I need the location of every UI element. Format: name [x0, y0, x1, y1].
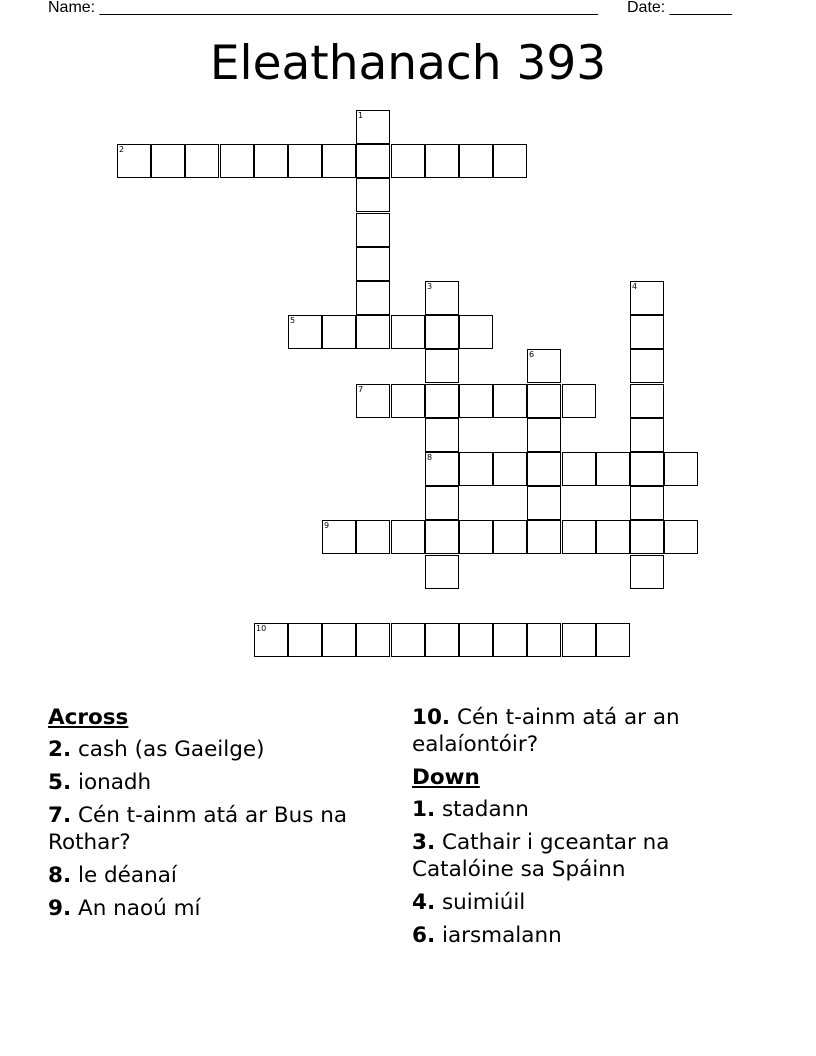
clue-text: An naoú mí	[77, 896, 201, 921]
clue-text: Cathair i gceantar na Catalóine sa Spáinn	[412, 830, 670, 882]
clue-text: iarsmalann	[441, 923, 562, 948]
clue-number: 8.	[48, 863, 72, 888]
clues-column-left	[48, 704, 378, 928]
grid-cell[interactable]	[527, 384, 561, 418]
grid-cell[interactable]	[562, 452, 596, 486]
grid-cell[interactable]	[596, 623, 630, 657]
grid-cell[interactable]	[425, 623, 459, 657]
clue-number: 2.	[48, 737, 72, 762]
grid-cell[interactable]	[630, 384, 664, 418]
grid-cell[interactable]	[596, 452, 630, 486]
date-field-label: Date: _______	[627, 0, 732, 16]
grid-cell[interactable]	[459, 452, 493, 486]
grid-cell[interactable]	[322, 623, 356, 657]
grid-cell[interactable]	[425, 384, 459, 418]
clue-across-8	[48, 862, 378, 889]
grid-cell[interactable]	[356, 178, 390, 212]
clue-text: Cén t-ainm atá ar an ealaíontóir?	[412, 705, 680, 757]
cell-number: 8	[427, 453, 433, 462]
clue-text: le déanaí	[77, 863, 177, 888]
grid-cell[interactable]	[425, 555, 459, 589]
grid-cell[interactable]	[493, 623, 527, 657]
clues-column-right	[412, 704, 772, 955]
grid-cell[interactable]	[527, 349, 561, 383]
grid-cell[interactable]	[356, 144, 390, 178]
clue-across-10	[412, 704, 772, 758]
cell-number: 2	[119, 145, 125, 154]
grid-cell[interactable]	[322, 520, 356, 554]
grid-cell[interactable]	[391, 144, 425, 178]
grid-cell[interactable]	[288, 315, 322, 349]
grid-cell[interactable]	[356, 520, 390, 554]
grid-cell[interactable]	[425, 418, 459, 452]
down-heading: Down	[412, 765, 480, 790]
grid-cell[interactable]	[185, 144, 219, 178]
name-field-label: Name: ________________________________________________________	[48, 0, 598, 16]
grid-cell[interactable]	[459, 144, 493, 178]
grid-cell[interactable]	[391, 623, 425, 657]
clue-number: 7.	[48, 803, 72, 828]
clue-down-6	[412, 922, 772, 949]
grid-cell[interactable]	[630, 281, 664, 315]
cell-number: 5	[290, 316, 296, 325]
grid-cell[interactable]	[527, 486, 561, 520]
grid-cell[interactable]	[630, 418, 664, 452]
grid-cell[interactable]	[425, 349, 459, 383]
clue-across-9	[48, 895, 378, 922]
grid-cell[interactable]	[288, 144, 322, 178]
grid-cell[interactable]	[493, 384, 527, 418]
grid-cell[interactable]	[630, 555, 664, 589]
grid-cell[interactable]	[493, 452, 527, 486]
grid-cell[interactable]	[527, 418, 561, 452]
clue-number: 5.	[48, 770, 72, 795]
grid-cell[interactable]	[425, 281, 459, 315]
grid-cell[interactable]	[356, 281, 390, 315]
grid-cell[interactable]	[391, 315, 425, 349]
grid-cell[interactable]	[459, 384, 493, 418]
cell-number: 9	[324, 521, 330, 530]
grid-cell[interactable]	[254, 623, 288, 657]
grid-cell[interactable]	[630, 349, 664, 383]
grid-cell[interactable]	[391, 384, 425, 418]
clue-text: Cén t-ainm atá ar Bus na Rothar?	[48, 803, 348, 855]
cell-number: 7	[358, 385, 364, 394]
grid-cell[interactable]	[117, 144, 151, 178]
grid-cell[interactable]	[459, 315, 493, 349]
grid-cell[interactable]	[356, 110, 390, 144]
clue-number: 4.	[412, 890, 436, 915]
clue-text: suimiúil	[441, 890, 526, 915]
grid-cell[interactable]	[425, 452, 459, 486]
clue-number: 6.	[412, 923, 436, 948]
cell-number: 10	[256, 624, 267, 633]
grid-cell[interactable]	[630, 315, 664, 349]
grid-cell[interactable]	[630, 520, 664, 554]
clue-across-5	[48, 769, 378, 796]
grid-cell[interactable]	[664, 520, 698, 554]
grid-cell[interactable]	[527, 520, 561, 554]
grid-cell[interactable]	[391, 520, 425, 554]
grid-cell[interactable]	[527, 452, 561, 486]
clue-down-3	[412, 829, 772, 883]
grid-cell[interactable]	[322, 315, 356, 349]
grid-cell[interactable]	[493, 520, 527, 554]
grid-cell[interactable]	[459, 623, 493, 657]
grid-cell[interactable]	[630, 486, 664, 520]
grid-cell[interactable]	[356, 623, 390, 657]
grid-cell[interactable]	[425, 486, 459, 520]
grid-cell[interactable]	[220, 144, 254, 178]
cell-number: 6	[529, 350, 535, 359]
grid-cell[interactable]	[322, 144, 356, 178]
grid-cell[interactable]	[562, 623, 596, 657]
grid-cell[interactable]	[356, 315, 390, 349]
grid-cell[interactable]	[596, 520, 630, 554]
clue-text: cash (as Gaeilge)	[77, 737, 265, 762]
grid-cell[interactable]	[356, 384, 390, 418]
clue-number: 3.	[412, 830, 436, 855]
clue-down-4	[412, 889, 772, 916]
grid-cell[interactable]	[493, 144, 527, 178]
grid-cell[interactable]	[562, 520, 596, 554]
clue-number: 10.	[412, 705, 451, 730]
grid-cell[interactable]	[527, 623, 561, 657]
grid-cell[interactable]	[254, 144, 288, 178]
clue-number: 1.	[412, 797, 436, 822]
cell-number: 1	[358, 111, 364, 120]
grid-cell[interactable]	[425, 144, 459, 178]
clue-text: ionadh	[77, 770, 152, 795]
grid-cell[interactable]	[356, 213, 390, 247]
clue-across-7	[48, 802, 378, 856]
cell-number: 3	[427, 282, 433, 291]
grid-cell[interactable]	[356, 247, 390, 281]
grid-cell[interactable]	[664, 452, 698, 486]
clue-down-1	[412, 796, 772, 823]
grid-cell[interactable]	[288, 623, 322, 657]
page-title: Eleathanach 393	[209, 36, 607, 91]
grid-cell[interactable]	[425, 315, 459, 349]
grid-cell[interactable]	[425, 520, 459, 554]
grid-cell[interactable]	[562, 384, 596, 418]
clue-across-2	[48, 736, 378, 763]
grid-cell[interactable]	[459, 520, 493, 554]
clue-text: stadann	[441, 797, 529, 822]
across-heading: Across	[48, 705, 129, 730]
cell-number: 4	[632, 282, 638, 291]
grid-cell[interactable]	[630, 452, 664, 486]
clue-number: 9.	[48, 896, 72, 921]
grid-cell[interactable]	[151, 144, 185, 178]
